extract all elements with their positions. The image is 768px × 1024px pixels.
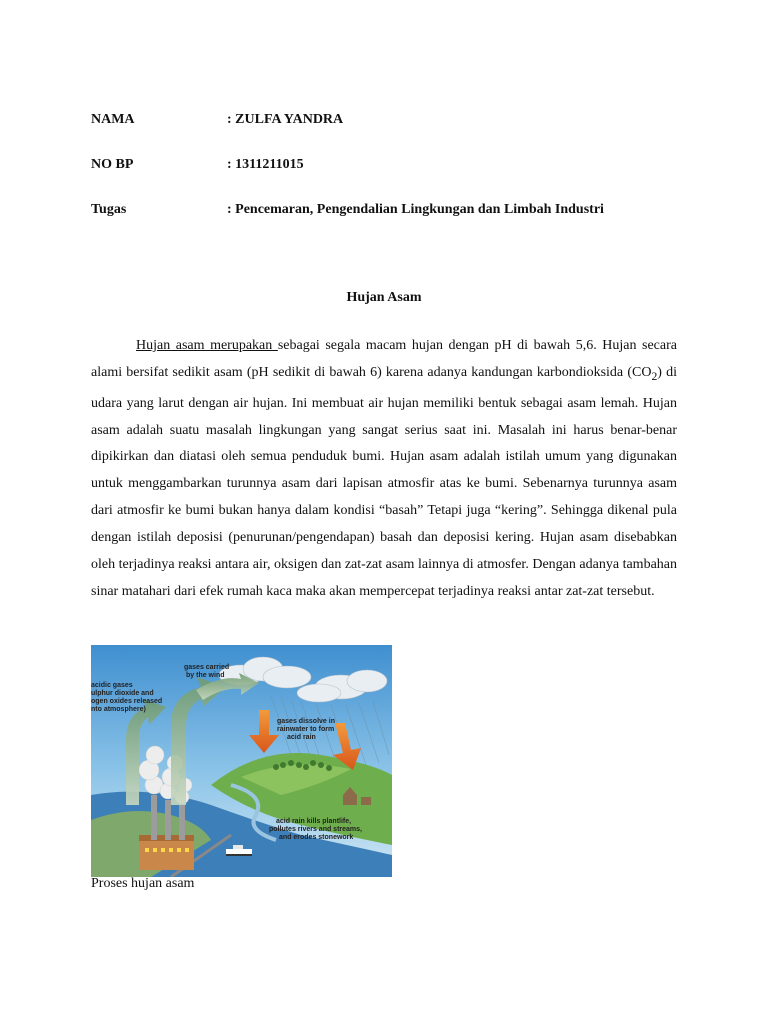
acid-rain-illustration <box>91 645 392 877</box>
label-gases-carried-2: by the wind <box>186 672 225 679</box>
paragraph-text-1: sebagai segala macam hujan dengan pH di bawah 5,6. Hujan secara alami bersifat sedikit asam (pH sedikit di bawah 6) karena adanya kandungan karbondioksida (CO <box>91 338 677 380</box>
label-acidic-gases-4: nto atmosphere) <box>91 706 146 713</box>
label-acid-rain-kills-2: pollutes rivers and streams, <box>269 826 362 833</box>
label-acidic-gases-3: ogen oxides released <box>91 698 163 705</box>
bp-label: NO BP <box>91 157 134 172</box>
label-acid-rain-kills-1: acid rain kills plantlife, <box>276 818 352 825</box>
task-label: Tugas <box>91 202 127 217</box>
underlined-lead: Hujan asam merupakan <box>136 338 278 353</box>
name-value: : ZULFA YANDRA <box>227 112 344 127</box>
task-value: : Pencemaran, Pengendalian Lingkungan dan Limbah Industri <box>227 202 604 217</box>
body-paragraph <box>91 333 677 606</box>
label-acidic-gases-1: acidic gases <box>91 682 133 689</box>
bp-value: : 1311211015 <box>227 157 304 172</box>
co2-subscript: 2 <box>651 369 658 383</box>
figure-caption: Proses hujan asam <box>91 876 195 891</box>
label-gases-dissolve-3: acid rain <box>287 734 316 741</box>
label-gases-dissolve-1: gases dissolve in <box>277 718 335 725</box>
label-acid-rain-kills-3: and erodes stonework <box>279 834 354 841</box>
label-gases-dissolve-2: rainwater to form <box>277 726 335 733</box>
label-gases-carried-1: gases carried <box>184 664 230 671</box>
name-label: NAMA <box>91 112 135 127</box>
label-acidic-gases-2: ulphur dioxide and <box>91 690 154 697</box>
paragraph-text-2: ) di udara yang larut dengan air hujan. Ini membuat air hujan memiliki bentuk sebagai asam lemah. Hujan asam adalah suatu masalah lingkungan yang sangat serius saat ini. Masalah ini harus benar-benar dipikirkan dan diatasi oleh semua penduduk bumi. Hujan asam adalah istilah umum yang digunakan untuk menggambarkan turunnya asam dari lapisan atmosfir atas ke bumi. Sebenarnya turunnya asam dari atmosfir ke bumi bukan hanya dalam kondisi “basah” Tetapi juga “kering”. Sehingga dikenal pula dengan istilah deposisi (penurunan/pengendapan) basah dan deposisi kering. Hujan asam disebabkan oleh terjadinya reaksi antara air, oksigen dan zat-zat asam lainnya di atmosfer. Dengan adanya tambahan sinar matahari dari efek rumah kaca maka akan mempercepat terjadinya reaksi antar zat-zat tersebut. <box>91 364 677 599</box>
document-title: Hujan Asam <box>346 290 422 305</box>
